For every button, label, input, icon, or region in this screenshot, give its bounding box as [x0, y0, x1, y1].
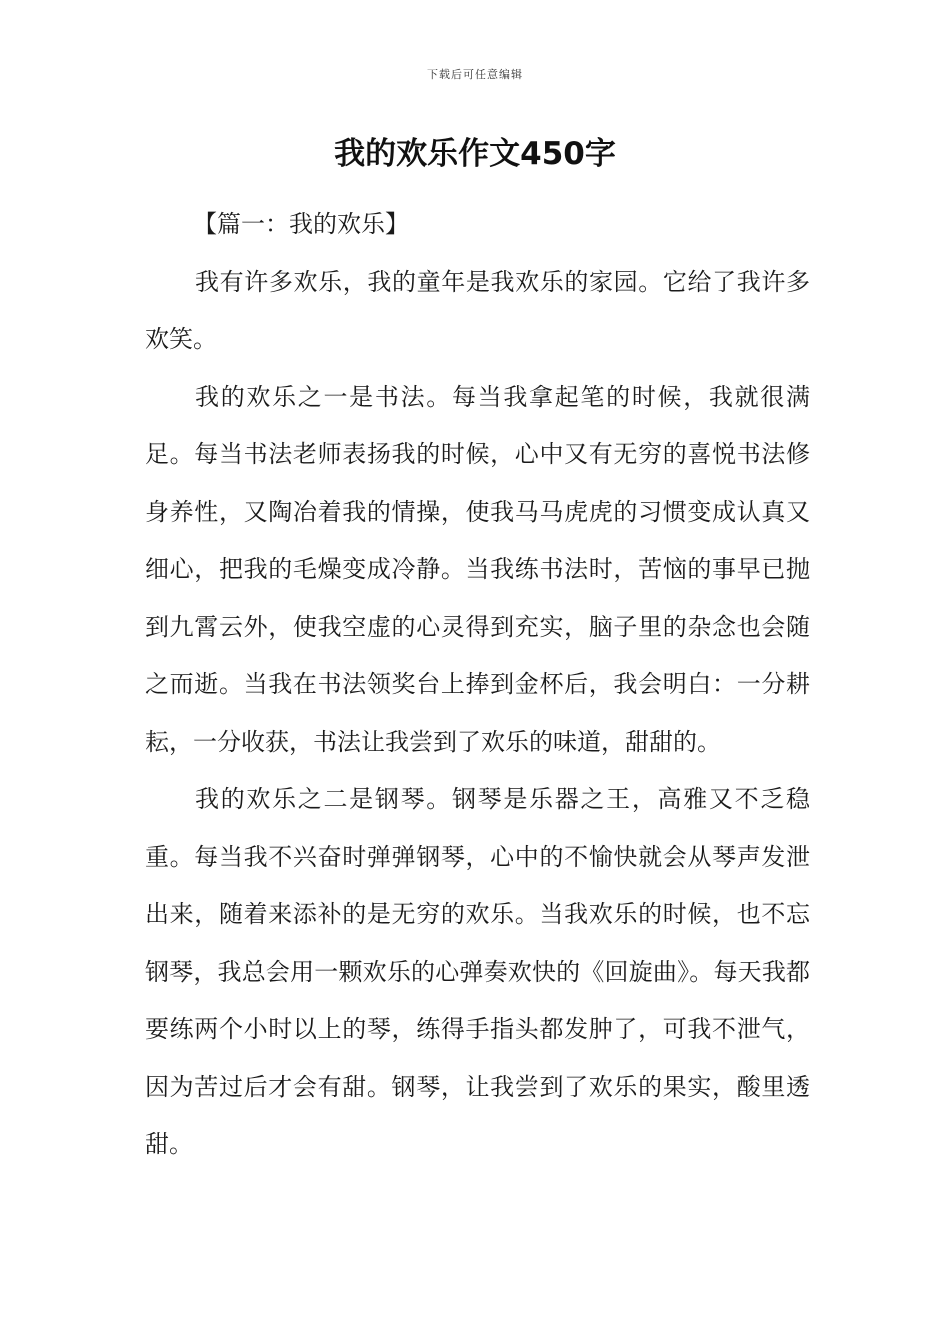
document-body	[145, 196, 810, 1174]
document-title: 我的欢乐作文450字	[334, 136, 616, 172]
paragraph-3: 我的欢乐之二是钢琴。钢琴是乐器之王，高雅又不乏稳重。每当我不兴奋时弹弹钢琴，心中的不愉快就会从琴声发泄出来，随着来添补的是无穷的欢乐。当我欢乐的时候，也不忘钢琴，我总会用一颗欢乐的心弹奏欢快的《回旋曲》。每天我都要练两个小时以上的琴，练得手指头都发肿了，可我不泄气，因为苦过后才会有甜。钢琴，让我尝到了欢乐的果实，酸里透甜。	[145, 785, 810, 1158]
paragraph-1: 我有许多欢乐，我的童年是我欢乐的家园。它给了我许多欢笑。	[145, 267, 810, 353]
paragraph-2: 我的欢乐之一是书法。每当我拿起笔的时候，我就很满足。每当书法老师表扬我的时候，心中又有无穷的喜悦书法修身养性，又陶冶着我的情操，使我马马虎虎的习惯变成认真又细心，把我的毛燥变成冷静。当我练书法时，苦恼的事早已抛到九霄云外，使我空虚的心灵得到充实，脑子里的杂念也会随之而逝。当我在书法领奖台上捧到金杯后，我会明白：一分耕耘，一分收获，书法让我尝到了欢乐的味道，甜甜的。	[145, 382, 810, 756]
header-note: 下载后可任意编辑	[427, 68, 523, 81]
section-heading: 【篇一：我的欢乐】	[193, 210, 409, 238]
